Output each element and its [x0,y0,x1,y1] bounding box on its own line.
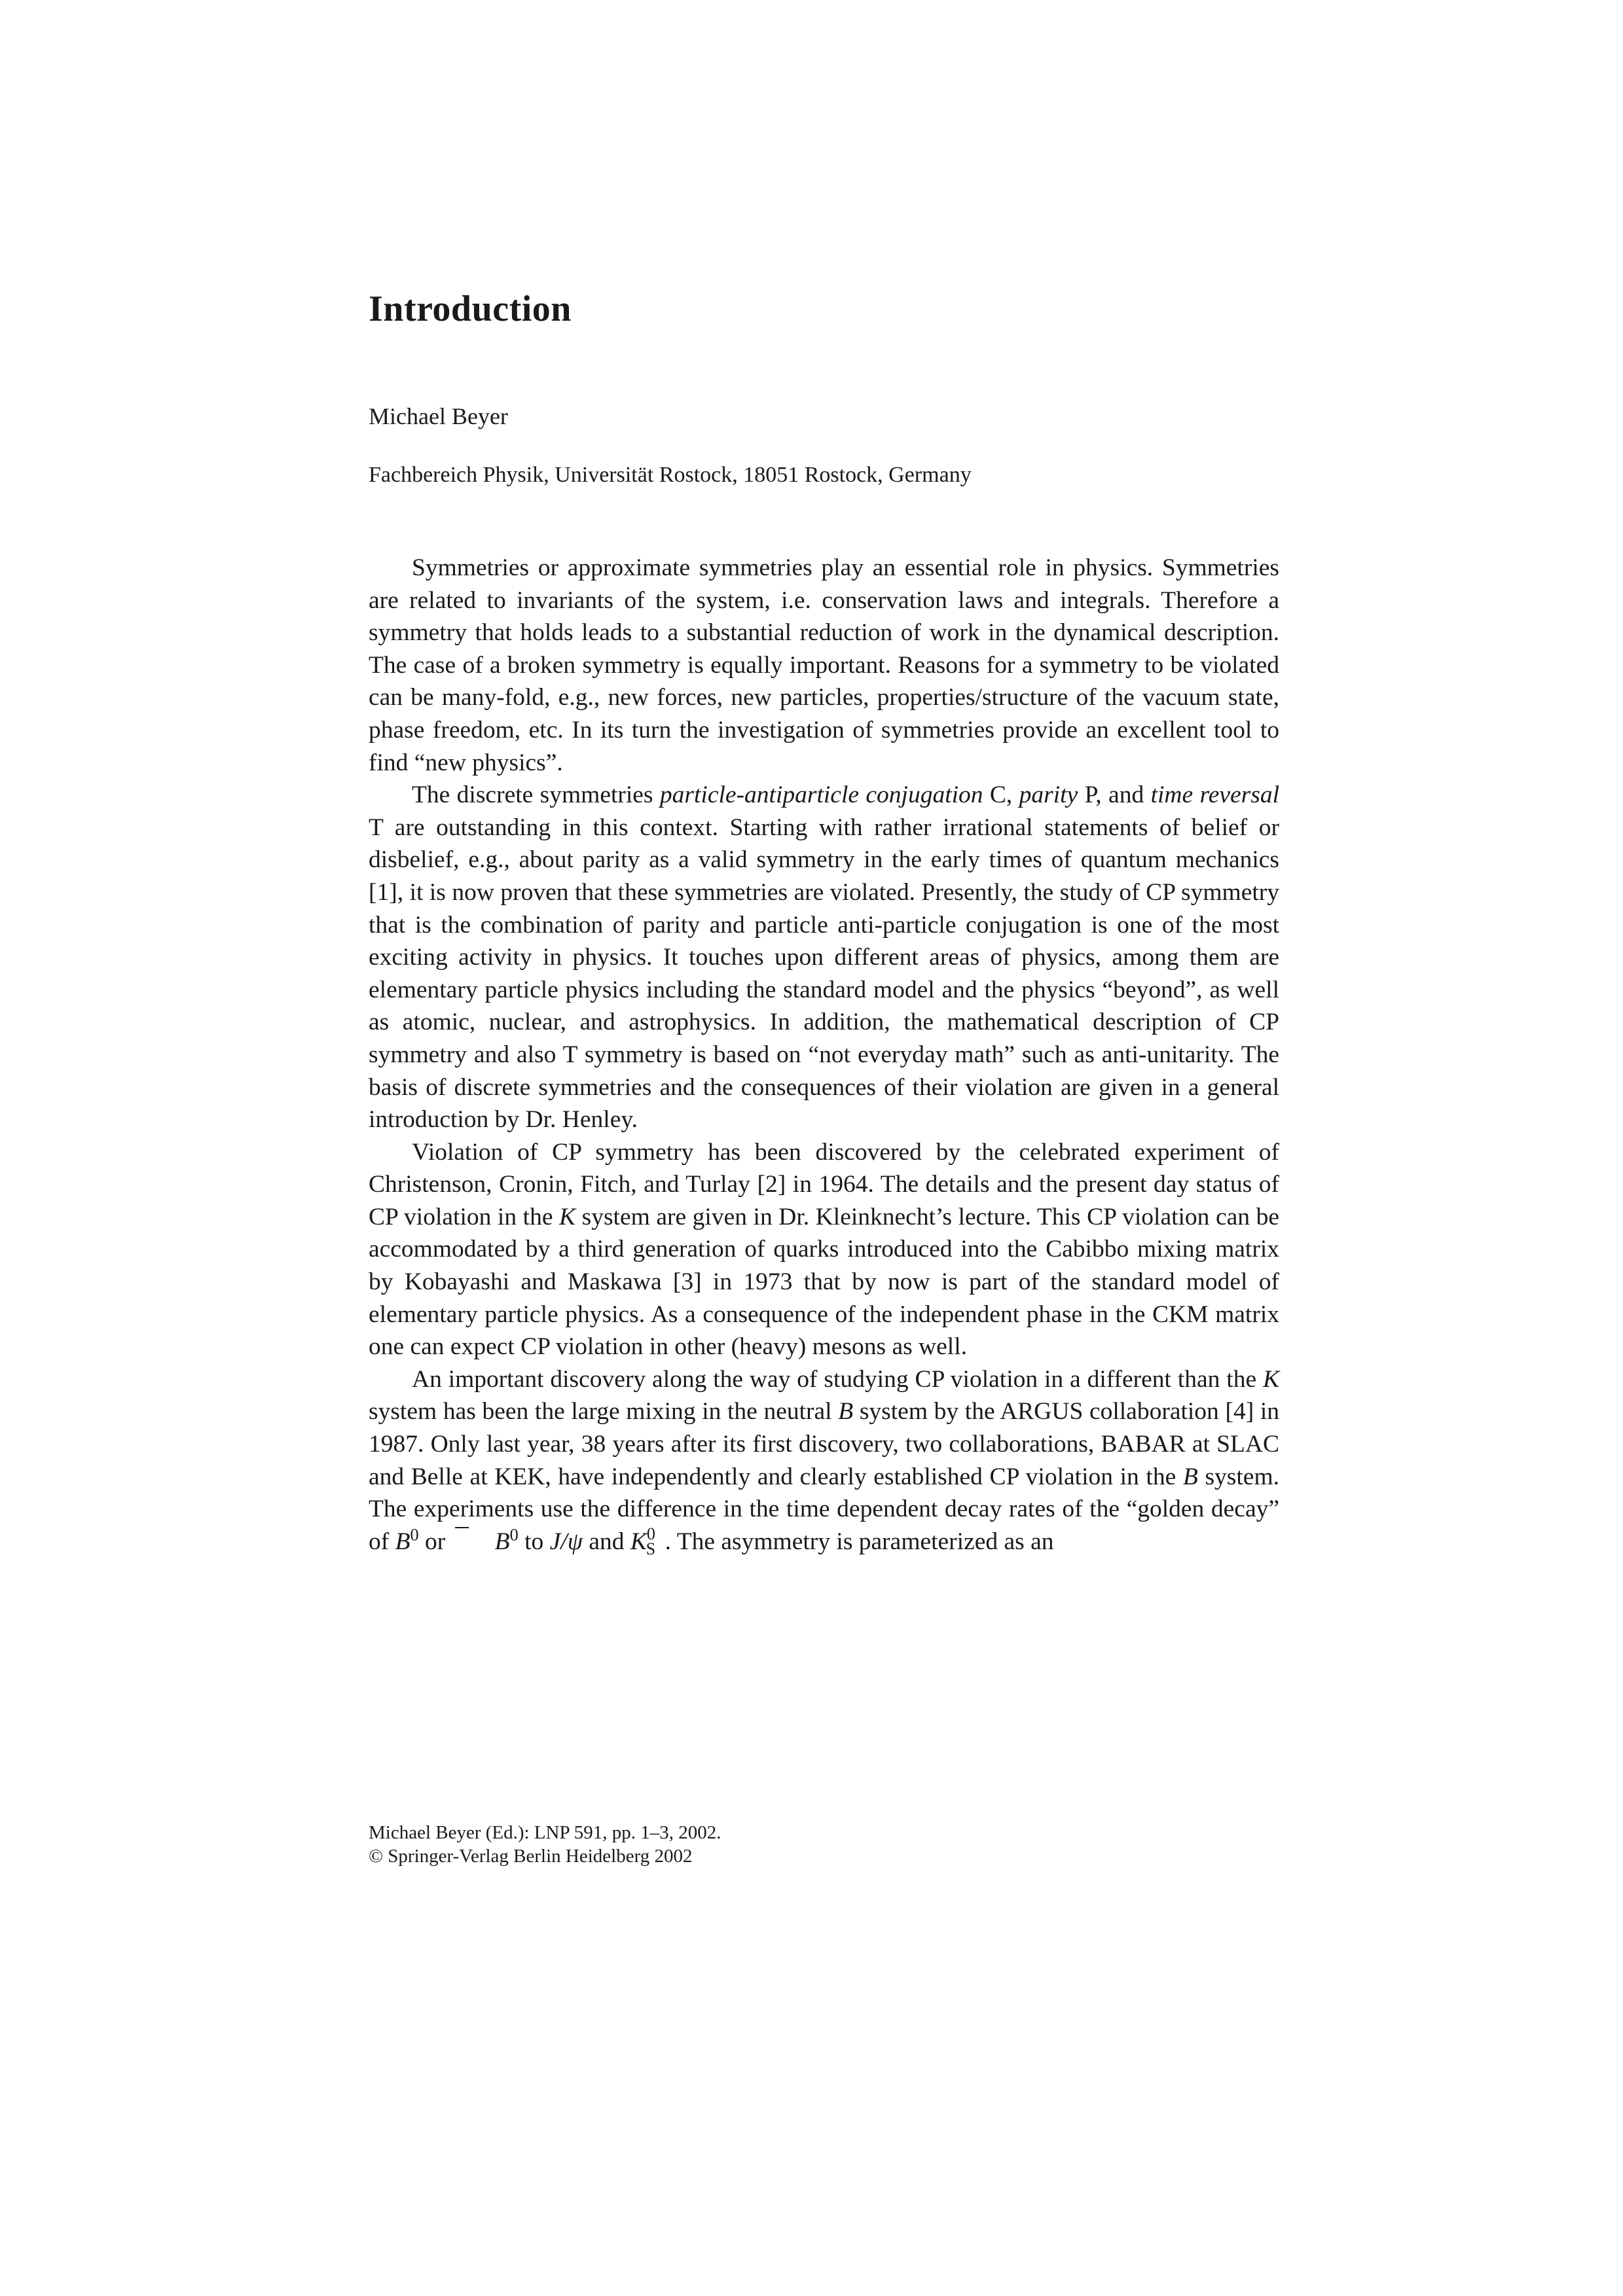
page-title: Introduction [369,289,572,329]
term-time-reversal: time reversal [1150,781,1279,809]
author-name: Michael Beyer [369,403,508,429]
paragraph-4-text-a: An important discovery along the way of studying CP violation in a different than the [412,1365,1263,1393]
symbol-b0-bar: B [452,1526,510,1558]
superscript-0: 0 [410,1525,419,1545]
copyright-footer [369,1821,721,1868]
paragraph-4 [369,1363,1279,1558]
paragraph-2-text-c: C, [983,781,1019,809]
paragraph-3 [369,1136,1279,1363]
paragraph-4-text-b: system has been the large mixing in the neutral [369,1398,839,1426]
symbol-k: K [1262,1365,1279,1393]
symbol-k: K [630,1528,647,1555]
symbol-b0: B [395,1528,410,1555]
symbol-k-short [630,1524,665,1558]
paragraph-3-text-b: system are given in Dr. Kleinknecht’s lecture. This CP violation can be accommodated by a third generation of quarks introduced into the Cabibbo mixing matrix by Kobayashi and Maskawa [3] in 1973 that by now is part of the standard model of elementary particle physics. As a consequence of the independent phase in the CKM matrix one can expect CP violation in other (heavy) mesons as well. [369,1203,1279,1361]
paragraph-4-text-d: system. The experiments use the difference in the time dependent decay rates of the “golden decay” of [369,1463,1279,1555]
paragraph-2 [369,779,1279,1136]
paragraph-4-text-h: . The asymmetry is parameterized as an [665,1528,1054,1555]
paragraph-1: Symmetries or approximate symmetries play an essential role in physics. Symmetries are related to invariants of the system, i.e. conservation laws and integrals. Therefore a symmetry that holds leads to a substantial reduction of work in the dynamical description. The case of a broken symmetry is equally important. Reasons for a symmetry to be violated can be many-fold, e.g., new forces, new particles, properties/structure of the vacuum state, phase freedom, etc. In its turn the investigation of symmetries provide an excellent tool to find “new physics”. [369,554,1279,776]
body-text [369,552,1279,1558]
superscript-0: 0 [509,1525,519,1545]
paragraph-4-text-f: to [518,1528,550,1555]
paragraph-3-text-a: Violation of CP symmetry has been discovered by the celebrated experiment of Christenson, Cronin, Fitch, and Turlay [2] in 1964. The details and the present day status of CP violation in the [369,1138,1279,1230]
symbol-j-psi: J/ψ [549,1528,583,1555]
citation-line: Michael Beyer (Ed.): LNP 591, pp. 1–3, 2002. [369,1822,721,1843]
paragraph-4-text-e: or [418,1528,452,1555]
symbol-b: B [1182,1463,1198,1490]
paragraph-2-text-e: P, and [1078,781,1151,809]
paragraph-2-text-a: The discrete symmetries [412,781,660,809]
paragraph-4-text-c: system by the ARGUS collaboration [4] in 1987. Only last year, 38 years after its first discovery, two collaborations, BABAR at SLAC and Belle at KEK, have independently and clearly established CP violation in the [369,1398,1279,1490]
subscript-s: S [646,1539,656,1558]
superscript-0: 0 [646,1524,656,1544]
symbol-k: K [559,1203,576,1230]
term-parity: parity [1019,781,1078,809]
symbol-b: B [838,1398,854,1426]
author-affiliation: Fachbereich Physik, Universität Rostock, 18051 Rostock, Germany [369,463,972,487]
paragraph-2-text-g: T are outstanding in this context. Starting with rather irrational statements of belief or disbelief, e.g., about parity as a valid symmetry in the early times of quantum mechanics [1], it is now proven that these symmetries are violated. Presently, the study of CP symmetry that is the combination of parity and particle anti-particle conjugation is one of the most exciting activity in physics. It touches upon different areas of physics, among them are elementary particle physics including the standard model and the physics “beyond”, as well as atomic, nuclear, and astrophysics. In addition, the mathematical description of CP symmetry and also T symmetry is based on “not everyday math” such as anti-unitarity. The basis of discrete symmetries and the consequences of their violation are given in a general introduction by Dr. Henley. [369,814,1279,1134]
paragraph-4-text-g: and [583,1528,630,1555]
term-particle-antiparticle-conjugation: particle-antiparticle conjugation [659,781,983,809]
copyright-line: © Springer-Verlag Berlin Heidelberg 2002 [369,1846,693,1867]
